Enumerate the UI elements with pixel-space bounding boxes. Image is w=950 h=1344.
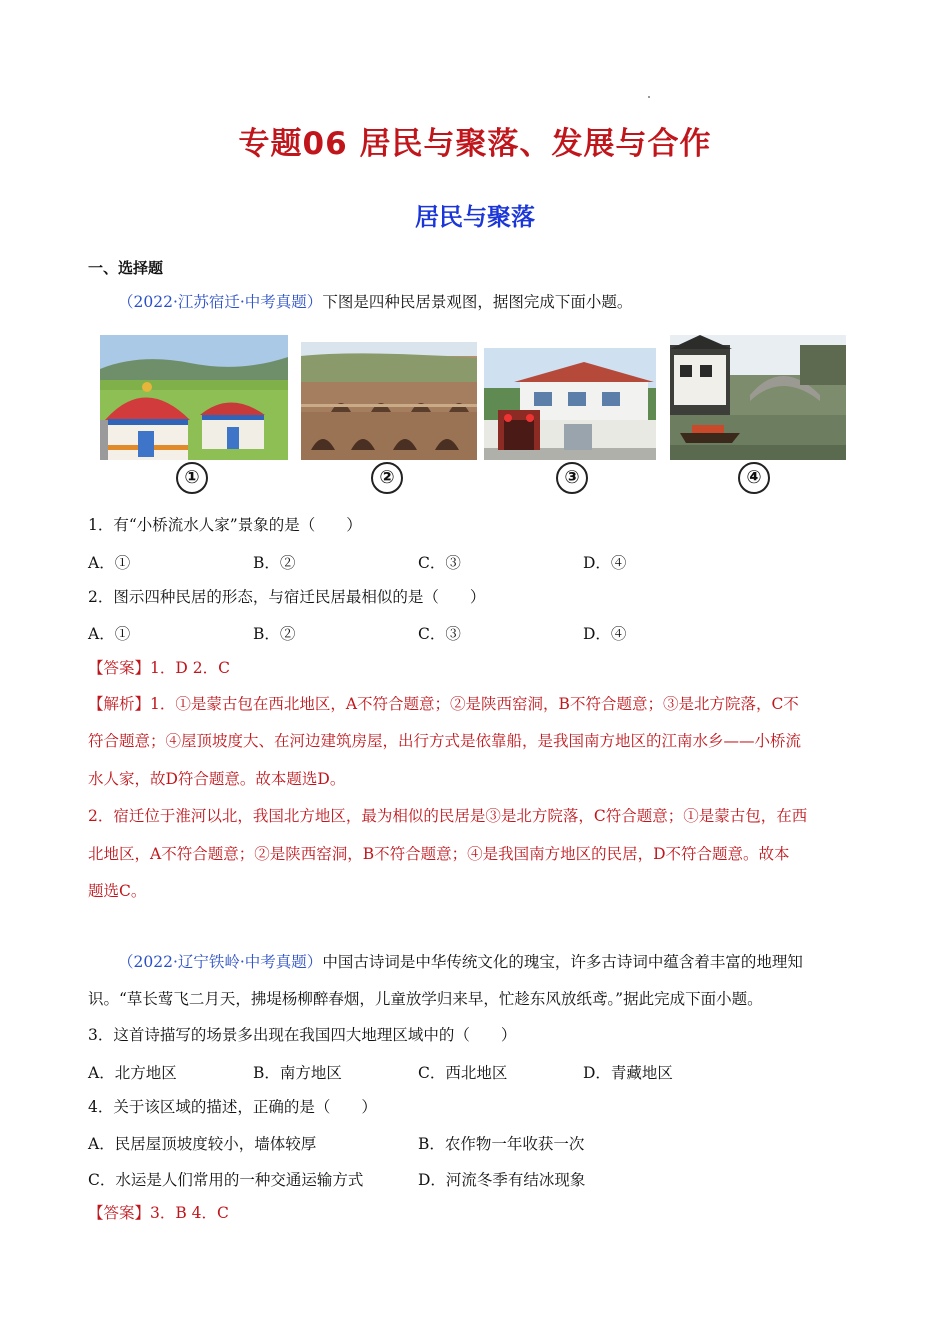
q1-option-c[interactable]: C．③ bbox=[418, 554, 461, 572]
q2-option-a[interactable]: A．① bbox=[88, 625, 131, 643]
answer-1-2: 【答案】1．D 2．C bbox=[88, 659, 230, 677]
photo-yurt bbox=[100, 335, 288, 460]
question-4: 4．关于该区域的描述，正确的是（ ） bbox=[88, 1098, 377, 1116]
photo-label-4: ④ bbox=[738, 462, 770, 494]
q1-option-b[interactable]: B．② bbox=[253, 554, 296, 572]
analysis-1-line-3: 水人家，故D符合题意。故本题选D。 bbox=[88, 770, 346, 788]
q4-option-d[interactable]: D．河流冬季有结冰现象 bbox=[418, 1171, 586, 1189]
group2-intro-text-1: 中国古诗词是中华传统文化的瑰宝，许多古诗词中蕴含着丰富的地理知 bbox=[322, 953, 803, 971]
group1-intro bbox=[118, 292, 632, 312]
question-3: 3．这首诗描写的场景多出现在我国四大地理区域中的（ ） bbox=[88, 1026, 517, 1044]
question-1: 1．有“小桥流水人家”景象的是（ ） bbox=[88, 516, 362, 534]
q2-option-d[interactable]: D．④ bbox=[583, 625, 627, 643]
question-2: 2．图示四种民居的形态，与宿迁民居最相似的是（ ） bbox=[88, 588, 486, 606]
group2-intro bbox=[118, 952, 803, 972]
group1-source: （2022·江苏宿迁·中考真题） bbox=[118, 293, 323, 311]
speck bbox=[648, 96, 650, 98]
q2-option-b[interactable]: B．② bbox=[253, 625, 296, 643]
q4-option-a[interactable]: A．民居屋顶坡度较小，墙体较厚 bbox=[88, 1135, 317, 1153]
q1-option-d[interactable]: D．④ bbox=[583, 554, 627, 572]
q4-option-b[interactable]: B．农作物一年收获一次 bbox=[418, 1135, 585, 1153]
group2-source: （2022·辽宁铁岭·中考真题） bbox=[118, 953, 323, 971]
photo-label-2: ② bbox=[371, 462, 403, 494]
page-title: 专题06 居民与聚落、发展与合作 bbox=[238, 126, 712, 162]
answer-3-4: 【答案】3．B 4．C bbox=[88, 1204, 229, 1222]
q2-option-c[interactable]: C．③ bbox=[418, 625, 461, 643]
photo-label-1: ① bbox=[176, 462, 208, 494]
q3-option-c[interactable]: C．西北地区 bbox=[418, 1064, 508, 1082]
q3-option-d[interactable]: D．青藏地区 bbox=[583, 1064, 673, 1082]
photo-water-town bbox=[670, 335, 846, 460]
photo-label-3: ③ bbox=[556, 462, 588, 494]
analysis-2-line-3: 题选C。 bbox=[88, 882, 147, 900]
q3-option-b[interactable]: B．南方地区 bbox=[253, 1064, 342, 1082]
page-subtitle: 居民与聚落 bbox=[415, 203, 535, 231]
section-heading: 一、选择题 bbox=[88, 259, 164, 277]
q4-option-c[interactable]: C．水运是人们常用的一种交通运输方式 bbox=[88, 1171, 364, 1189]
group1-intro-text: 下图是四种民居景观图，据图完成下面小题。 bbox=[322, 293, 633, 311]
dwelling-photos bbox=[98, 330, 854, 495]
photo-courtyard-house bbox=[484, 348, 656, 460]
analysis-2-line-1: 2．宿迁位于淮河以北，我国北方地区，最为相似的民居是③是北方院落，C符合题意；①是蒙古包，在西 bbox=[88, 807, 808, 825]
analysis-2-line-2: 北地区，A不符合题意；②是陕西窑洞，B不符合题意；④是我国南方地区的民居，D不符合题意。故本 bbox=[88, 845, 790, 863]
q1-option-a[interactable]: A．① bbox=[88, 554, 131, 572]
q3-option-a[interactable]: A．北方地区 bbox=[88, 1064, 177, 1082]
photo-cave-dwelling bbox=[301, 342, 477, 460]
group2-intro-text-2: 识。“草长莺飞二月天，拂堤杨柳醉春烟，儿童放学归来早，忙趁东风放纸鸢。”据此完成下面小题。 bbox=[88, 990, 763, 1008]
analysis-1-line-1: 【解析】1．①是蒙古包在西北地区，A不符合题意；②是陕西窑洞，B不符合题意；③是北方院落，C不 bbox=[88, 695, 799, 713]
analysis-1-line-2: 符合题意；④屋顶坡度大、在河边建筑房屋，出行方式是依靠船，是我国南方地区的江南水乡——小桥流 bbox=[88, 732, 802, 750]
